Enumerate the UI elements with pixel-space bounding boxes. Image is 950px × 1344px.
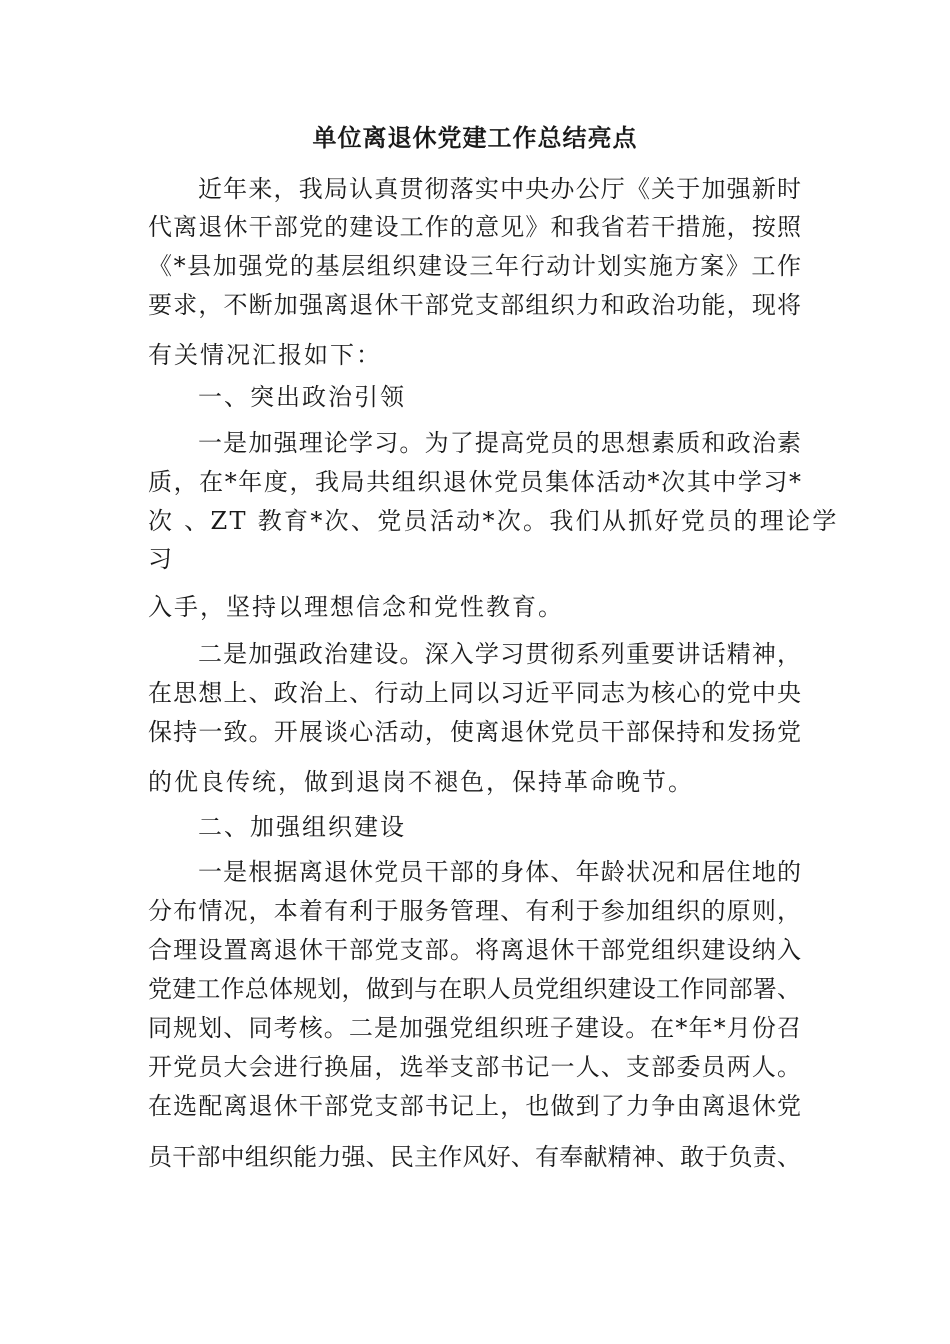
paragraph-line: 分布情况，本着有利于服务管理、有利于参加组织的原则，: [148, 897, 801, 925]
paragraph-line: 二是加强政治建设。深入学习贯彻系列重要讲话精神，: [198, 640, 801, 668]
paragraph-line: 开党员大会进行换届，选举支部书记一人、支部委员两人。: [148, 1053, 801, 1081]
paragraph-line: 《*县加强党的基层组织建设三年行动计划实施方案》工作: [148, 252, 801, 280]
paragraph-line: 在思想上、政治上、行动上同以习近平同志为核心的党中央: [148, 679, 801, 707]
paragraph-line: 质，在*年度，我局共组织退休党员集体活动*次其中学习*: [148, 468, 801, 496]
paragraph-line: 习: [148, 545, 174, 573]
paragraph-line: 保持一致。开展谈心活动，使离退休党员干部保持和发扬党: [148, 718, 801, 746]
paragraph-line: 入手，坚持以理想信念和党性教育。: [148, 593, 564, 621]
section-heading: 一、突出政治引领: [198, 383, 406, 411]
paragraph-line: 的优良传统，做到退岗不褪色，保持革命晚节。: [148, 768, 694, 796]
paragraph-line: 次 、ZT 教育*次、党员活动*次。我们从抓好党员的理论学: [148, 507, 839, 535]
paragraph-line: 员干部中组织能力强、民主作风好、有奉献精神、敢于负责、: [148, 1143, 801, 1171]
paragraph-line: 同规划、同考核。二是加强党组织班子建设。在*年*月份召: [148, 1014, 801, 1042]
section-heading: 二、加强组织建设: [198, 813, 406, 841]
document-title: 单位离退休党建工作总结亮点: [312, 123, 638, 152]
paragraph-line: 近年来，我局认真贯彻落实中央办公厅《关于加强新时: [198, 175, 801, 203]
paragraph-line: 合理设置离退休干部党支部。将离退休干部党组织建设纳入: [148, 936, 801, 964]
paragraph-line: 一是根据离退休党员干部的身体、年龄状况和居住地的: [198, 858, 801, 886]
paragraph-line: 在选配离退休干部党支部书记上，也做到了力争由离退休党: [148, 1092, 801, 1120]
paragraph-line: 有关情况汇报如下：: [148, 341, 382, 369]
paragraph-line: 一是加强理论学习。为了提高党员的思想素质和政治素: [198, 429, 801, 457]
paragraph-line: 党建工作总体规划，做到与在职人员党组织建设工作同部署、: [148, 975, 801, 1003]
paragraph-line: 要求，不断加强离退休干部党支部组织力和政治功能，现将: [148, 291, 801, 319]
paragraph-line: 代离退休干部党的建设工作的意见》和我省若干措施，按照: [148, 213, 801, 241]
